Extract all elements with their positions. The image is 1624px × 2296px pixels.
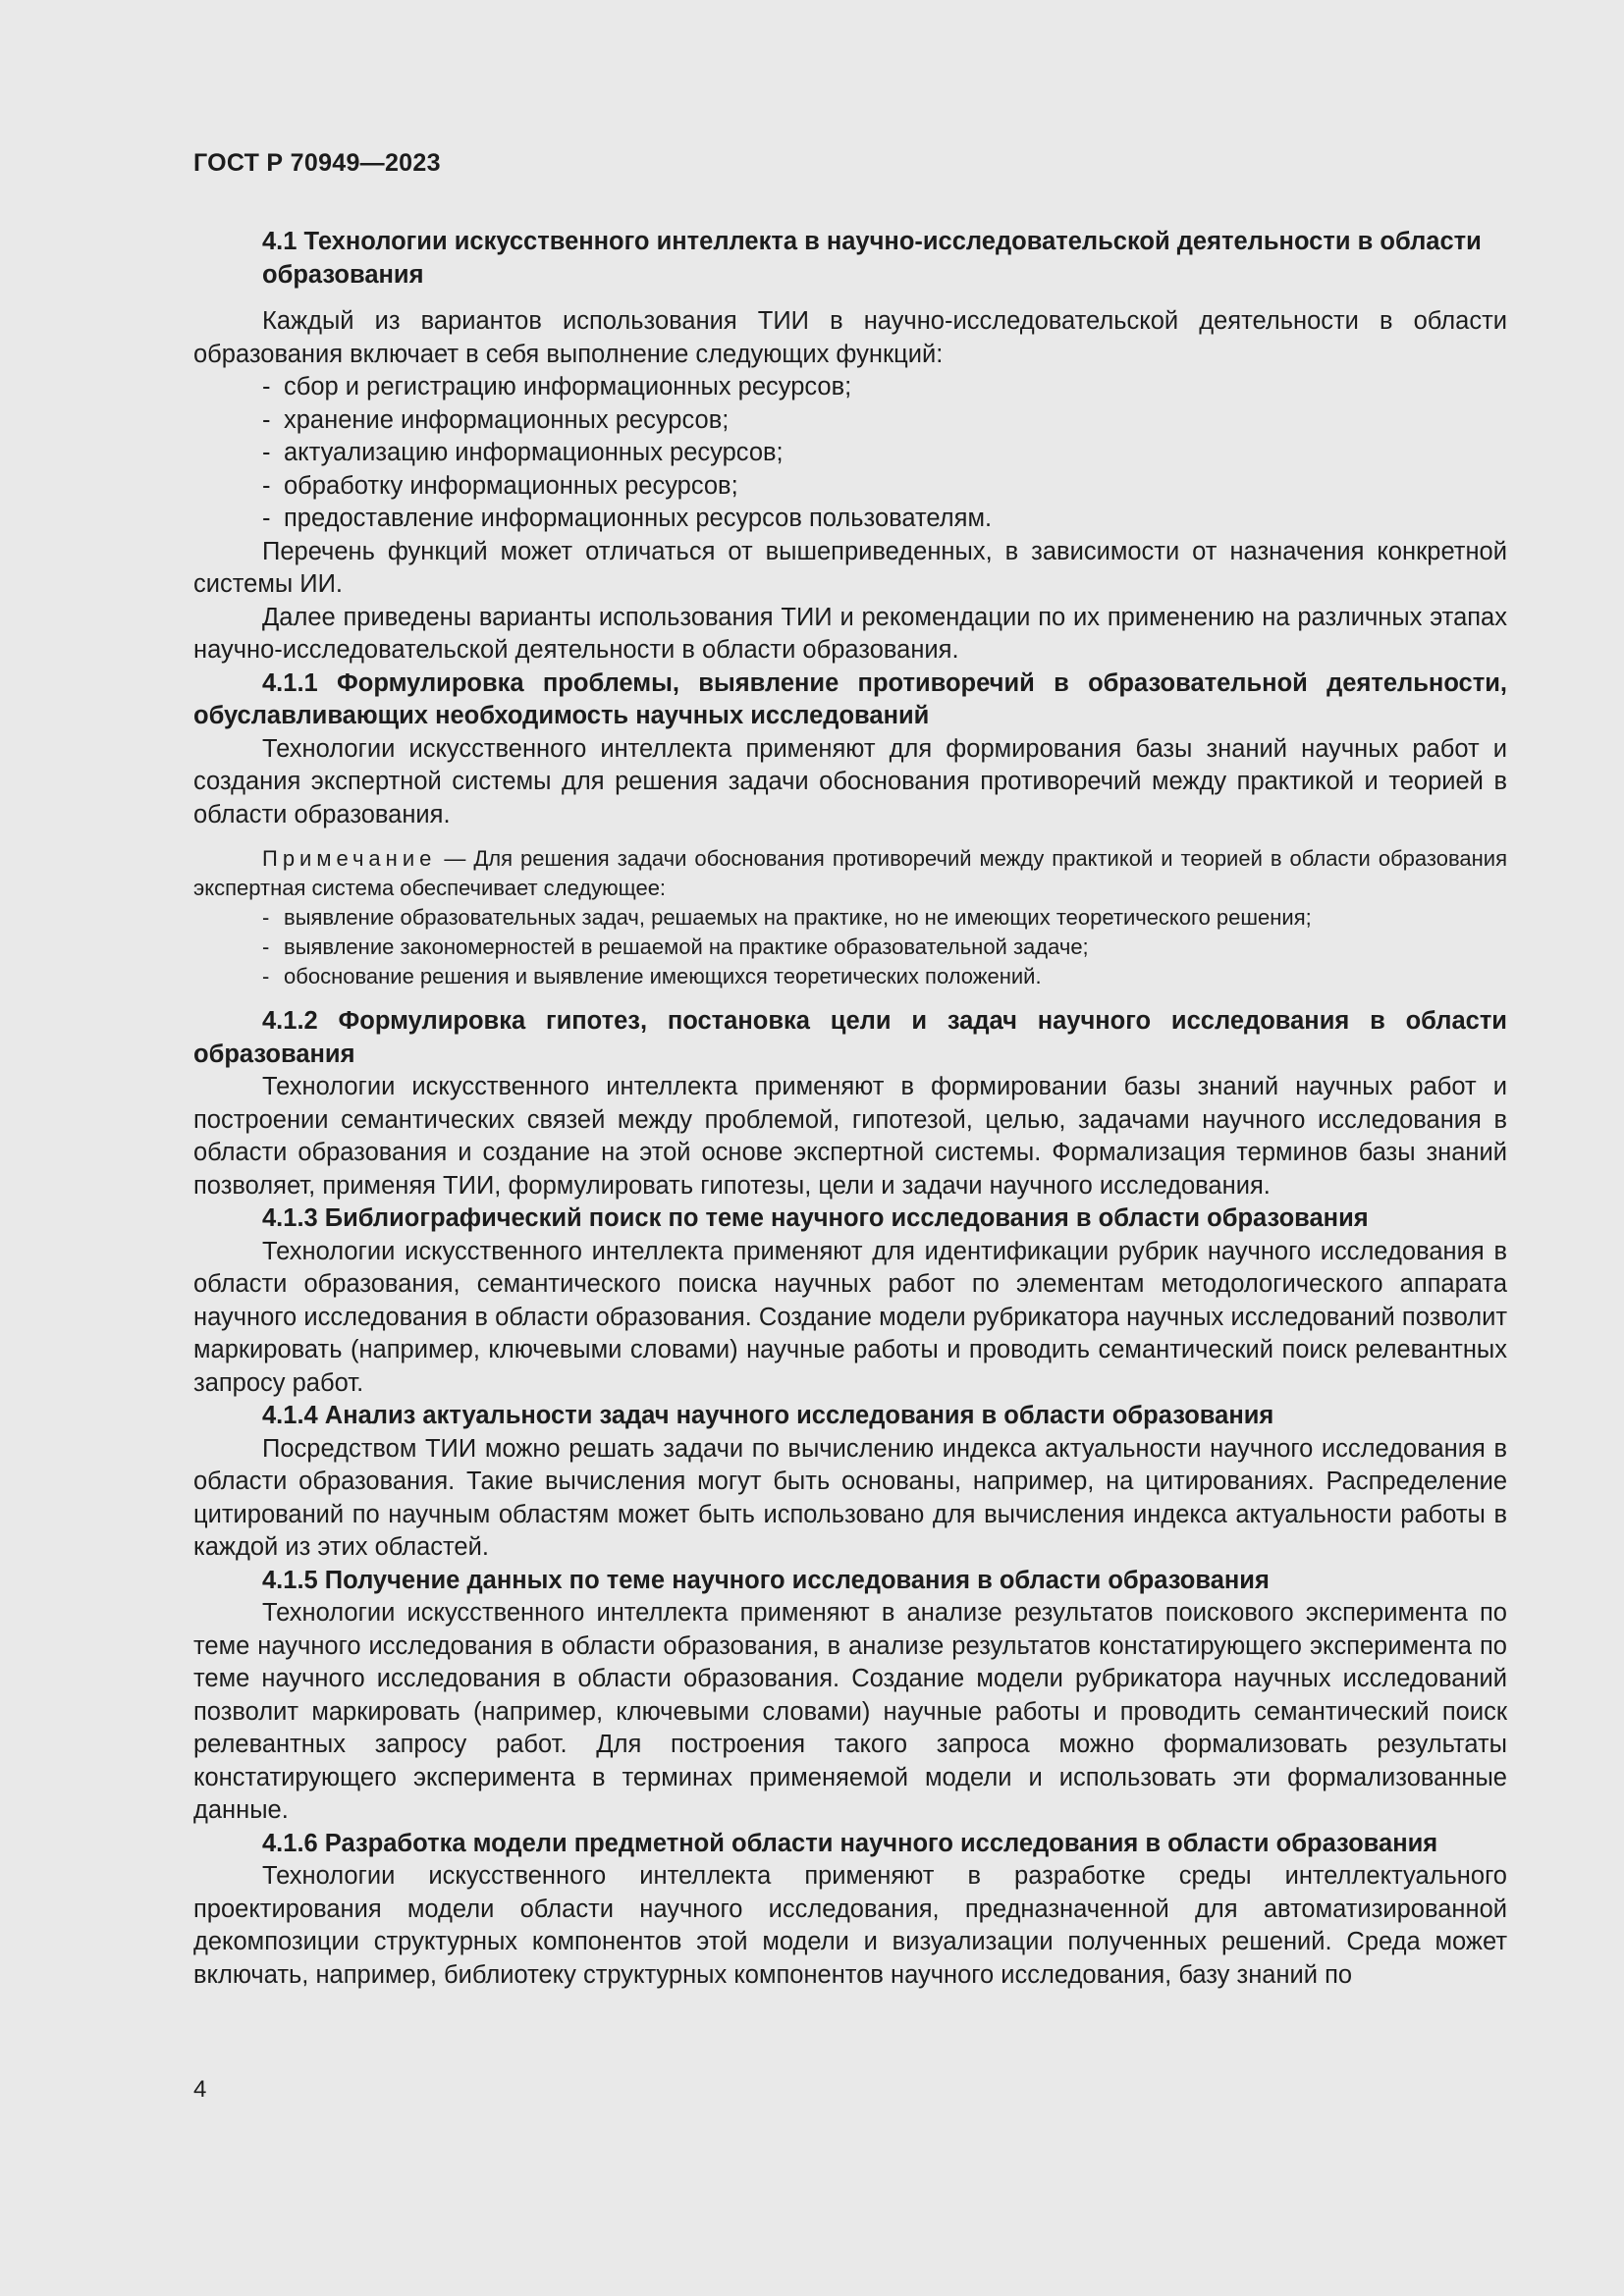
- section-4-1-2-text: Технологии искусственного интеллекта применяют в формировании базы знаний научных работ и построении семантических связей между проблемой, гипотезой, целью, задачами научного исследования в области образования и создание на этой основе экспертной системы. Формализация терминов базы знаний позволяет, применяя ТИИ, формулировать гипотезы, цели и задачи научного исследования.: [193, 1073, 1507, 1200]
- section-4-1-1-text: Технологии искусственного интеллекта применяют для формирования базы знаний научных работ и создания экспертной системы для решения задачи обоснования противоречий между практикой и теорией в области образования.: [193, 734, 1507, 828]
- list-item: - обоснование решения и выявление имеющихся теоретических положений.: [262, 964, 1042, 988]
- section-4-1-4-text: Посредством ТИИ можно решать задачи по вычислению индекса актуальности научного исследования в области образования. Такие вычисления могут быть основаны, например, на цитированиях. Распределение цитирований по научным областям может быть использовано для вычисления индекса актуальности работы в каждой из этих областей.: [193, 1434, 1507, 1561]
- list-item: - актуализацию информационных ресурсов;: [262, 439, 784, 466]
- section-4-1-4-heading: 4.1.4 Анализ актуальности задач научного исследования в области образования: [262, 1402, 1274, 1429]
- section-4-1-5-text: Технологии искусственного интеллекта применяют в анализе результатов поискового эксперимента по теме научного исследования в области образования, в анализе результатов констатирующего эксперимента по теме научного исследования в области образования. Создание модели рубрикатора научных исследований позволит маркировать (например, ключевыми словами) научные работы и проводить семантический поиск релевантных запросу работ. Для построения такого запроса можно формализовать результаты констатирующего эксперимента в терминах применяемой модели и использовать эти формализованные данные.: [193, 1599, 1507, 1824]
- list-item: - сбор и регистрацию информационных ресурсов;: [262, 373, 852, 400]
- note-text: — Для решения задачи обоснования противоречий между практикой и теорией в области образования экспертная система обеспечивает следующее:: [193, 846, 1507, 900]
- section-4-1-intro: Каждый из вариантов использования ТИИ в научно-исследовательской деятельности в области образования включает в себя выполнение следующих функций:: [193, 307, 1507, 368]
- paragraph: Далее приведены варианты использования ТИИ и рекомендации по их применению на различных этапах научно-исследовательской деятельности в области образования.: [193, 603, 1507, 664]
- section-4-1-3-heading: 4.1.3 Библиографический поиск по теме научного исследования в области образования: [262, 1204, 1369, 1232]
- section-4-1-3-text: Технологии искусственного интеллекта применяют для идентификации рубрик научного исследования в области образования, семантического поиска научных работ по элементам методологического аппарата научного исследования в области образования. Создание модели рубрикатора научных исследований позволит маркировать (например, ключевыми словами) научные работы и проводить семантический поиск релевантных запросу работ.: [193, 1237, 1507, 1397]
- list-item: - выявление закономерностей в решаемой на практике образовательной задаче;: [262, 934, 1089, 959]
- section-4-1-6-heading: 4.1.6 Разработка модели предметной области научного исследования в области образования: [262, 1829, 1438, 1857]
- section-4-1-6-text: Технологии искусственного интеллекта применяют в разработке среды интеллектуального проектирования модели области научного исследования, предназначенной для автоматизированной декомпозиции структурных компонентов этой модели и визуализации полученных решений. Среда может включать, например, библиотеку структурных компонентов научного исследования, базу знаний по: [193, 1862, 1507, 1989]
- page-number: 4: [193, 2076, 207, 2103]
- section-4-1-2-heading: 4.1.2 Формулировка гипотез, постановка цели и задач научного исследования в области образования: [193, 1007, 1507, 1068]
- list-item: - обработку информационных ресурсов;: [262, 471, 738, 500]
- standard-designation: ГОСТ Р 70949—2023: [193, 149, 441, 177]
- note-label: Примечание: [262, 846, 437, 871]
- section-4-1-1-heading: 4.1.1 Формулировка проблемы, выявление противоречий в образовательной деятельности, обуславливающих необходимость научных исследований: [193, 668, 1507, 729]
- list-item: - хранение информационных ресурсов;: [262, 405, 730, 434]
- note-block: [193, 844, 1507, 991]
- list-item: - выявление образовательных задач, решаемых на практике, но не имеющих теоретического решения;: [262, 905, 1312, 930]
- note-intro: [193, 844, 1507, 903]
- functions-list: [193, 371, 1507, 536]
- section-4-1-5-heading: 4.1.5 Получение данных по теме научного исследования в области образования: [262, 1566, 1270, 1594]
- list-item: - предоставление информационных ресурсов пользователям.: [262, 505, 993, 532]
- note-list: [193, 903, 1507, 991]
- section-4-1-heading: 4.1 Технологии искусственного интеллекта в научно-исследовательской деятельности в области образования: [262, 228, 1482, 289]
- document-body: [193, 226, 1507, 1992]
- paragraph: Перечень функций может отличаться от вышеприведенных, в зависимости от назначения конкретной системы ИИ.: [193, 537, 1507, 598]
